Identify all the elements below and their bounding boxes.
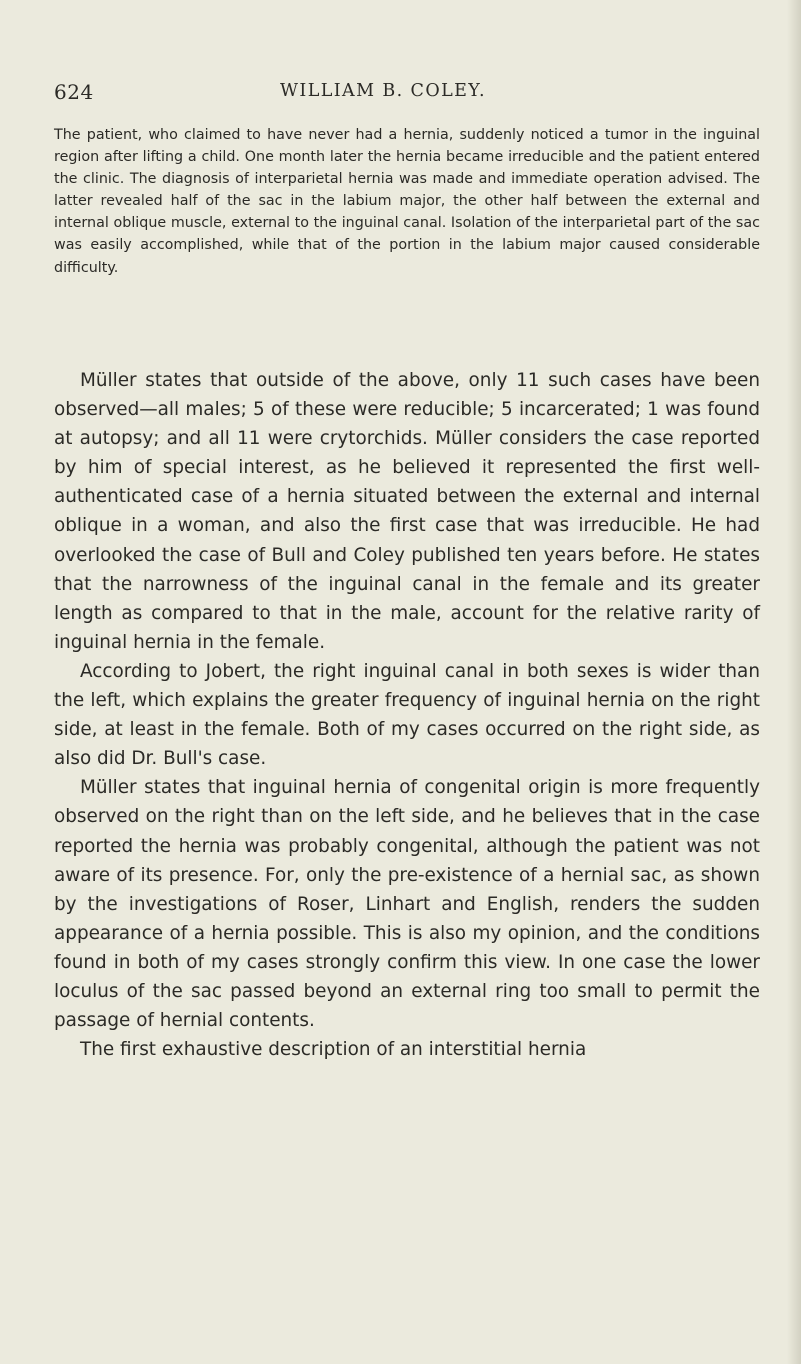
page-header	[54, 78, 754, 110]
running-head: WILLIAM B. COLEY.	[280, 81, 486, 101]
page-edge-shadow	[787, 0, 801, 1364]
paragraph-congenital-origin: Müller states that inguinal hernia of congenital origin is more frequently observed on the right than on the left side, and he believes that in the case reported the hernia was probably congenital, although the patient was not aware of its presence. For, only the pre-existence of a hernial sac, as shown by the investigations of Roser, Linhart and English, renders the sudden appearance of a hernia possible. This is also my opinion, and the conditions found in both of my cases strongly confirm this view. In one case the lower loculus of the sac passed beyond an external ring too small to permit the passage of hernial contents.	[54, 777, 760, 1032]
paragraph-muller-cases: Müller states that outside of the above, only 11 such cases have been observed—all males; 5 of these were reducible; 5 incarcerated; 1 was found at autopsy; and all 11 were crytorchids. Müller considers the case reported by him of special interest, as he believed it represented the first well-authenticated case of a hernia situated between the external and internal oblique in a woman, and also the first case that was irreducible. He had overlooked the case of Bull and Coley published ten years before. He states that the narrowness of the inguinal canal in the female and its greater length as compared to that in the male, account for the relative rarity of inguinal hernia in the female.	[54, 370, 760, 653]
paragraph-jobert: According to Jobert, the right inguinal canal in both sexes is wider than the left, which explains the greater frequency of inguinal hernia on the right side, at least in the female. Both of my cases occurred on the right side, as also did Dr. Bull's case.	[54, 660, 760, 770]
body-text	[54, 366, 760, 1064]
page-number: 624	[54, 80, 94, 104]
case-report-paragraph: The patient, who claimed to have never had a hernia, suddenly noticed a tumor in the inguinal region after lifting a child. One month later the hernia became irreducible and the patient entered the clinic. The diagnosis of interparietal hernia was made and immediate operation advised. The latter revealed half of the sac in the labium major, the other half between the external and internal oblique muscle, external to the inguinal canal. Isolation of the interparietal part of the sac was easily accomplished, while that of the portion in the labium major caused considerable difficulty.	[54, 127, 760, 276]
paragraph-interstitial-description: The first exhaustive description of an interstitial hernia	[80, 1039, 587, 1061]
